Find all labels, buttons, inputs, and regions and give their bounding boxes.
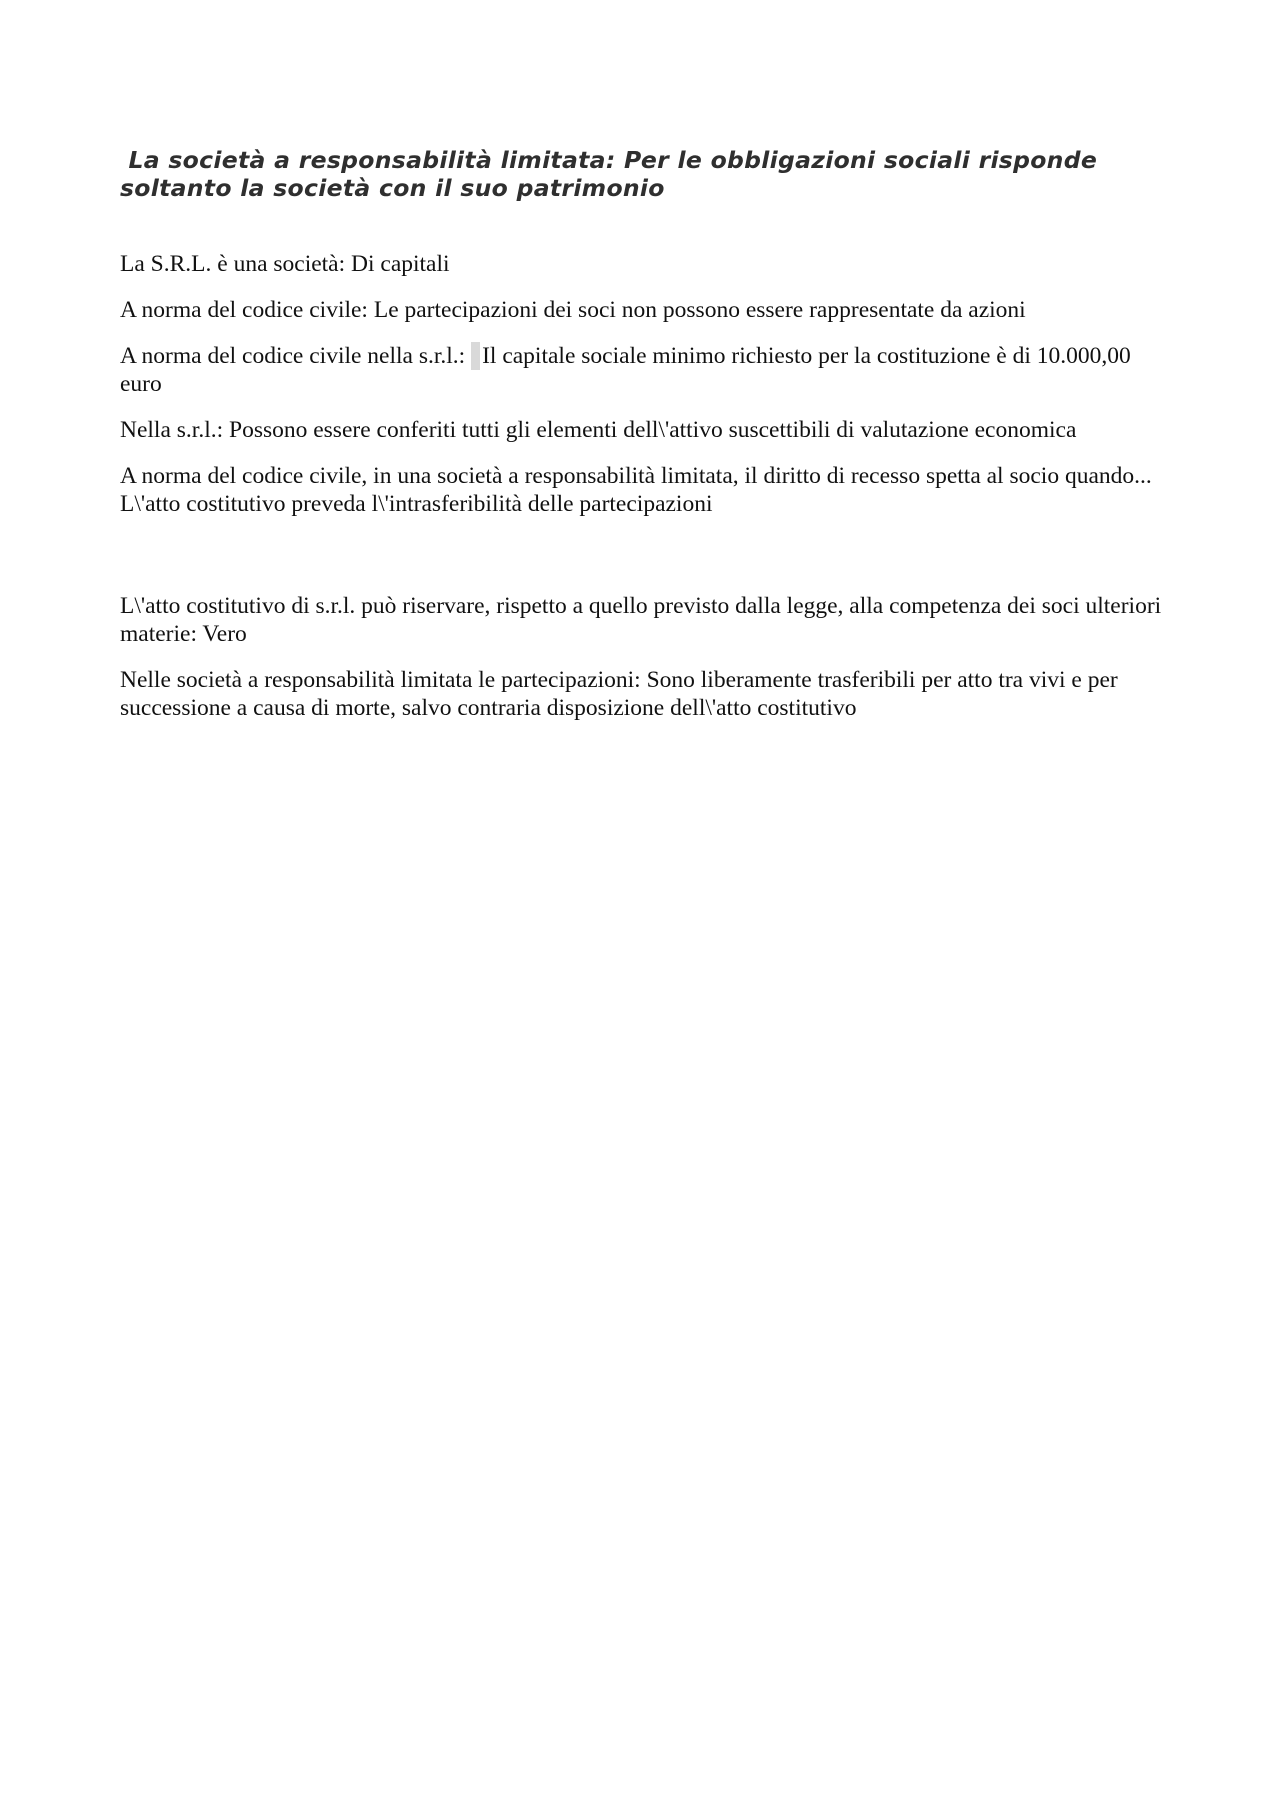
paragraph-3-prefix: A norma del codice civile nella s.r.l.: <box>120 343 466 369</box>
document-title: La società a responsabilità limitata: Per le obbligazioni sociali risponde soltanto la società con il suo patrimonio <box>120 146 1106 202</box>
paragraph-4: Nella s.r.l.: Possono essere conferiti tutti gli elementi dell\'attivo suscettibili di valutazione economica <box>120 417 1077 443</box>
paragraph-5: A norma del codice civile, in una società a responsabilità limitata, il diritto di recesso spetta al socio quando... L\'atto costitutivo preveda l\'intrasferibilità delle partecipazioni <box>120 463 1152 517</box>
paragraph-7: Nelle società a responsabilità limitata le partecipazioni: Sono liberamente trasferibili per atto tra vivi e per successione a causa di morte, salvo contraria disposizione dell\'atto costitutivo <box>120 667 1118 721</box>
document-content <box>120 146 1164 740</box>
paragraph-3-answer: Il capitale sociale minimo richiesto per la costituzione è di 10.000,00 euro <box>120 343 1131 397</box>
paragraph-6: L\'atto costitutivo di s.r.l. può riservare, rispetto a quello previsto dalla legge, alla competenza dei soci ulteriori materie: Vero <box>120 593 1162 647</box>
paragraph-2: A norma del codice civile: Le partecipazioni dei soci non possono essere rappresentate da azioni <box>120 297 1026 323</box>
text-cursor-highlight <box>471 342 480 370</box>
paragraph-1: La S.R.L. è una società: Di capitali <box>120 251 450 277</box>
paragraph-3 <box>120 342 1164 398</box>
